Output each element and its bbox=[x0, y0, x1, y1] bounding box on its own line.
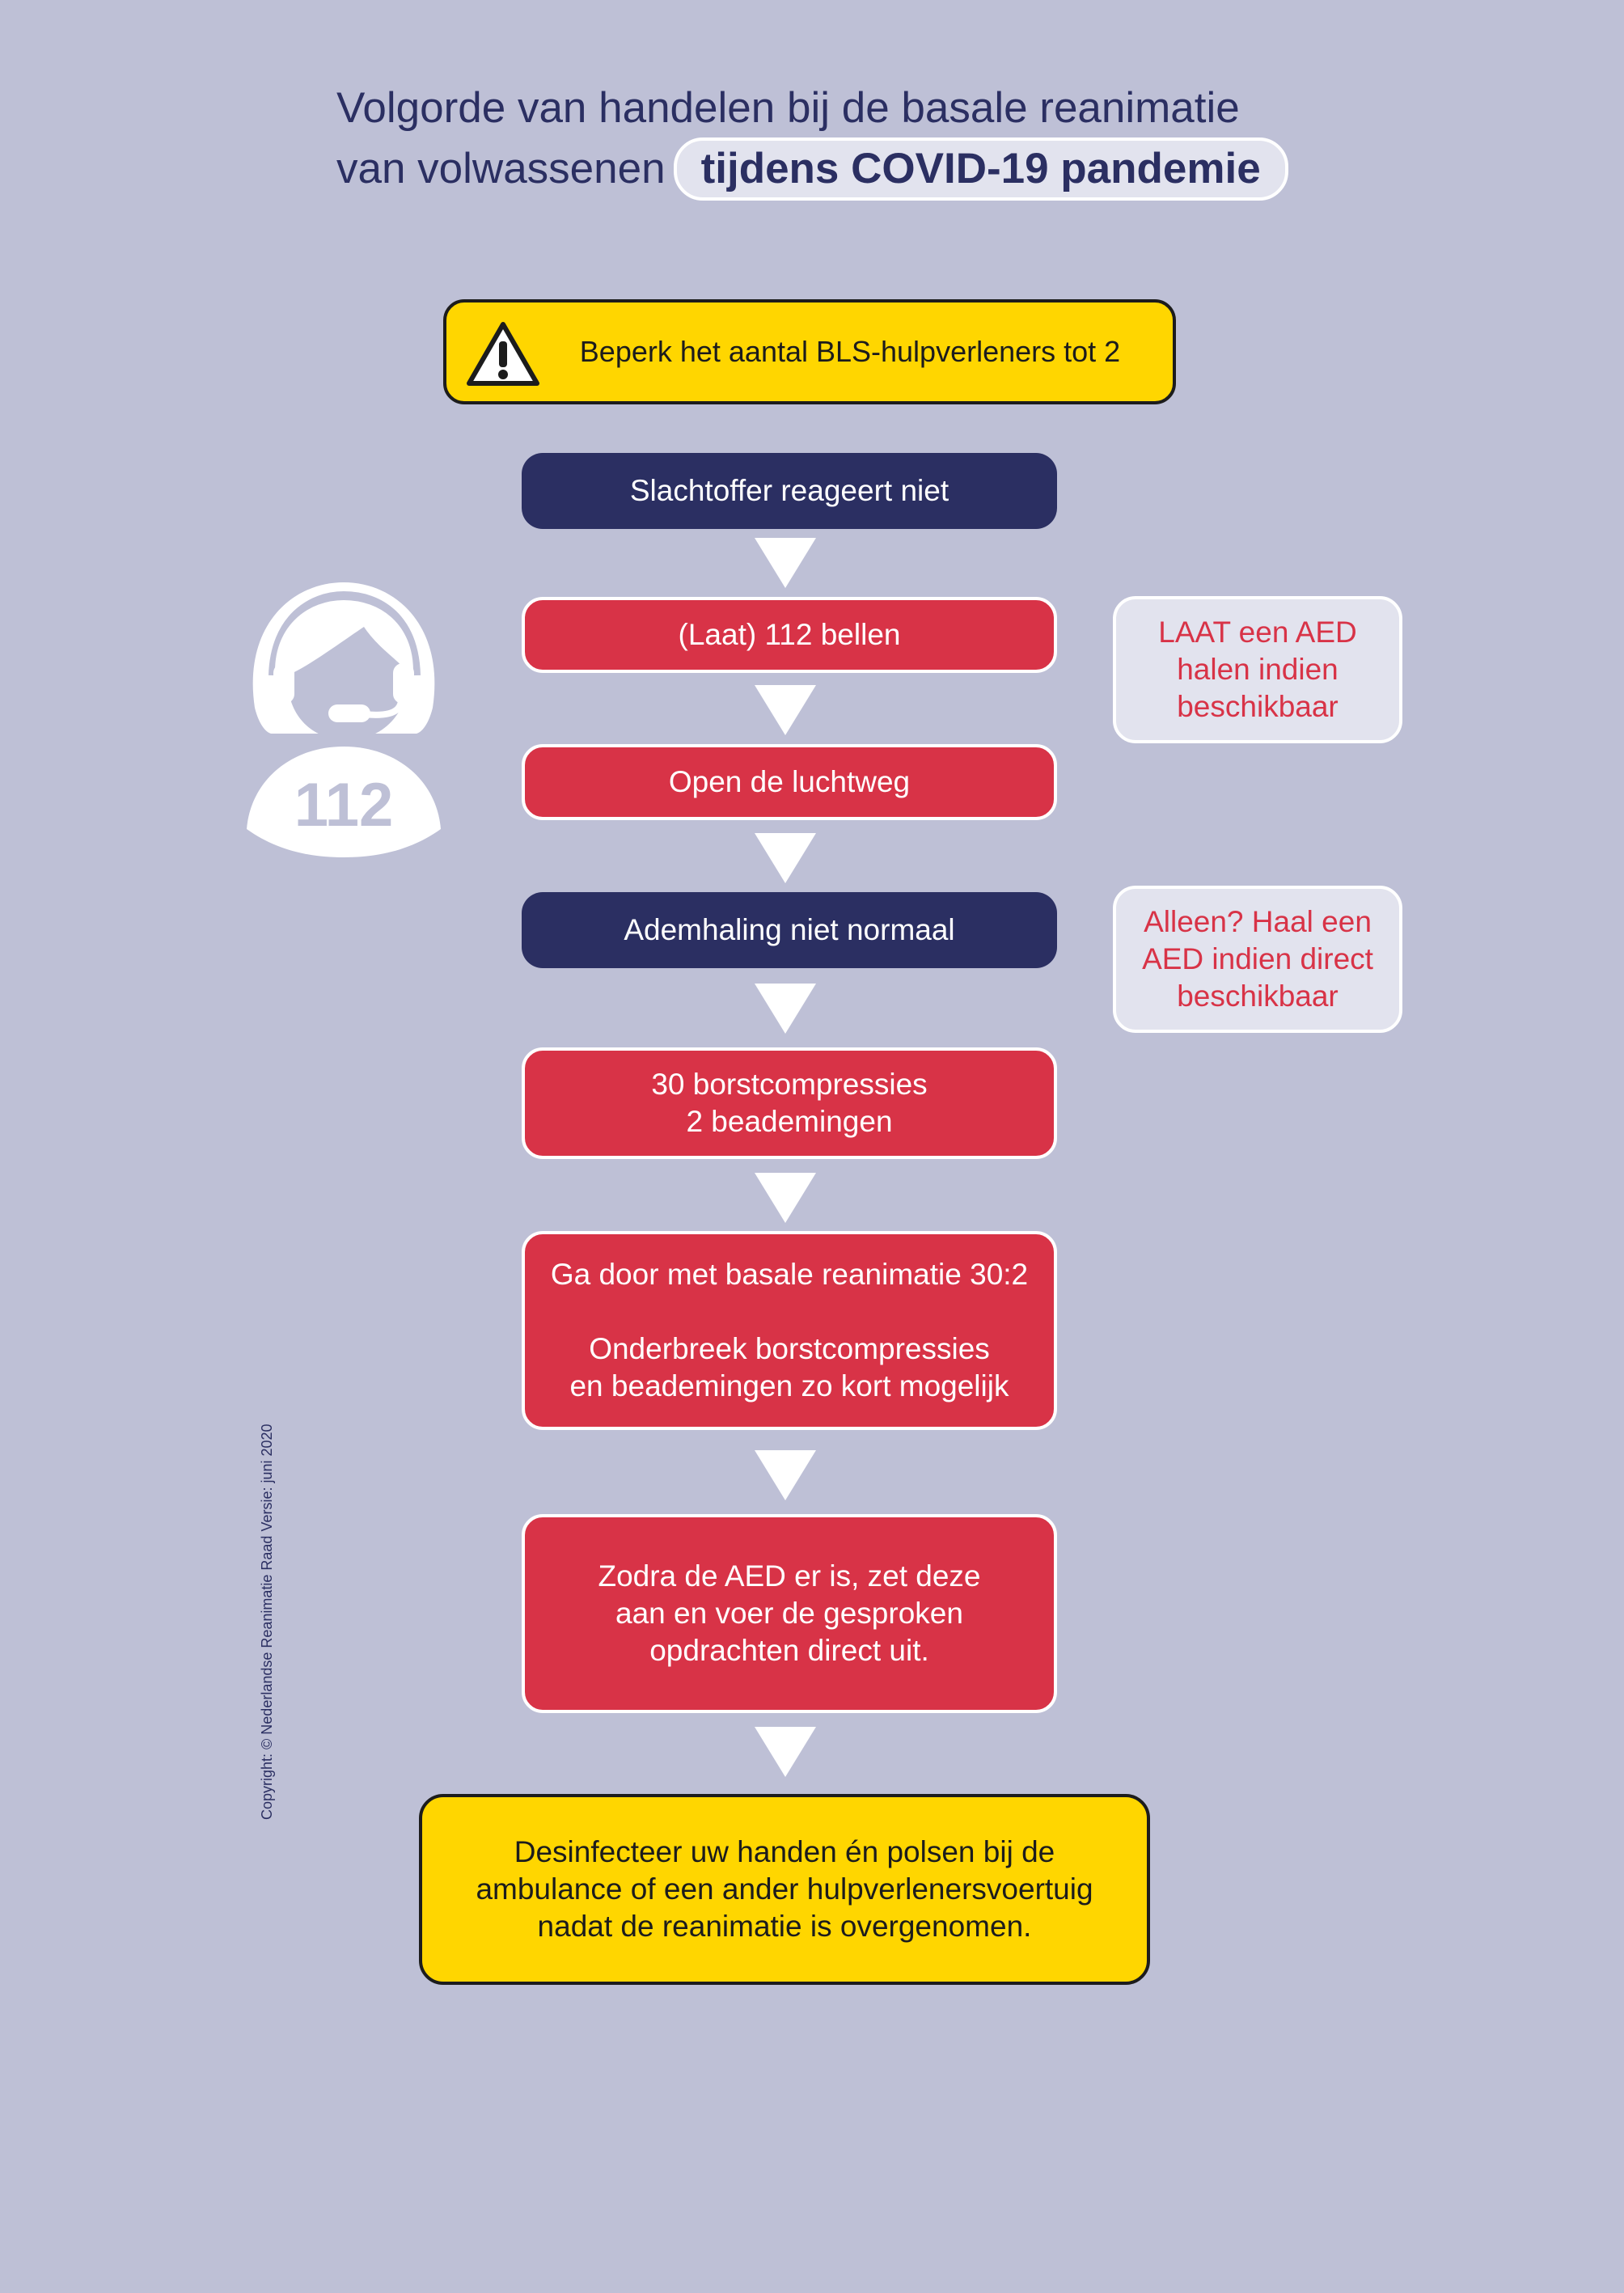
title-line-2-prefix: van volwassenen bbox=[336, 145, 666, 192]
note-alone-aed: Alleen? Haal een AED indien direct beschikbaar bbox=[1113, 886, 1402, 1033]
title-line-2 bbox=[336, 137, 1388, 201]
step-disinfect: Desinfecteer uw handen én polsen bij de ambulance of een ander hulpverlenersvoertuig nadat de reanimatie is overgenomen. bbox=[419, 1794, 1150, 1985]
note-fetch-aed: LAAT een AED halen indien beschikbaar bbox=[1113, 596, 1402, 743]
title-line-1: Volgorde van handelen bij de basale reanimatie bbox=[336, 84, 1240, 132]
step-compressions: 30 borstcompressies 2 beademingen bbox=[522, 1047, 1057, 1159]
page-title bbox=[336, 79, 1388, 201]
warning-triangle-icon bbox=[466, 320, 540, 387]
title-highlight: tijdens COVID-19 pandemie bbox=[674, 137, 1288, 201]
warning-box bbox=[443, 299, 1176, 404]
step-breathing-abnormal: Ademhaling niet normaal bbox=[522, 892, 1057, 968]
flow-arrow-7 bbox=[755, 1727, 816, 1777]
operator-number: 112 bbox=[294, 771, 394, 840]
flow-arrow-2 bbox=[755, 685, 816, 735]
step-open-airway: Open de luchtweg bbox=[522, 744, 1057, 820]
copyright-notice: Copyright: © Nederlandse Reanimatie Raad Versie: juni 2020 bbox=[259, 1424, 275, 1820]
flow-arrow-6 bbox=[755, 1450, 816, 1500]
flow-arrow-4 bbox=[755, 984, 816, 1034]
flow-arrow-1 bbox=[755, 538, 816, 588]
step-unresponsive: Slachtoffer reageert niet bbox=[522, 453, 1057, 529]
step-use-aed: Zodra de AED er is, zet deze aan en voer de gesproken opdrachten direct uit. bbox=[522, 1514, 1057, 1713]
step-call-112: (Laat) 112 bellen bbox=[522, 597, 1057, 673]
flow-arrow-3 bbox=[755, 833, 816, 883]
step-continue-cpr: Ga door met basale reanimatie 30:2 Onderbreek borstcompressies en beademingen zo kort mogelijk bbox=[522, 1231, 1057, 1430]
flow-arrow-5 bbox=[755, 1173, 816, 1223]
warning-text: Beperk het aantal BLS-hulpverleners tot 2 bbox=[579, 335, 1121, 368]
